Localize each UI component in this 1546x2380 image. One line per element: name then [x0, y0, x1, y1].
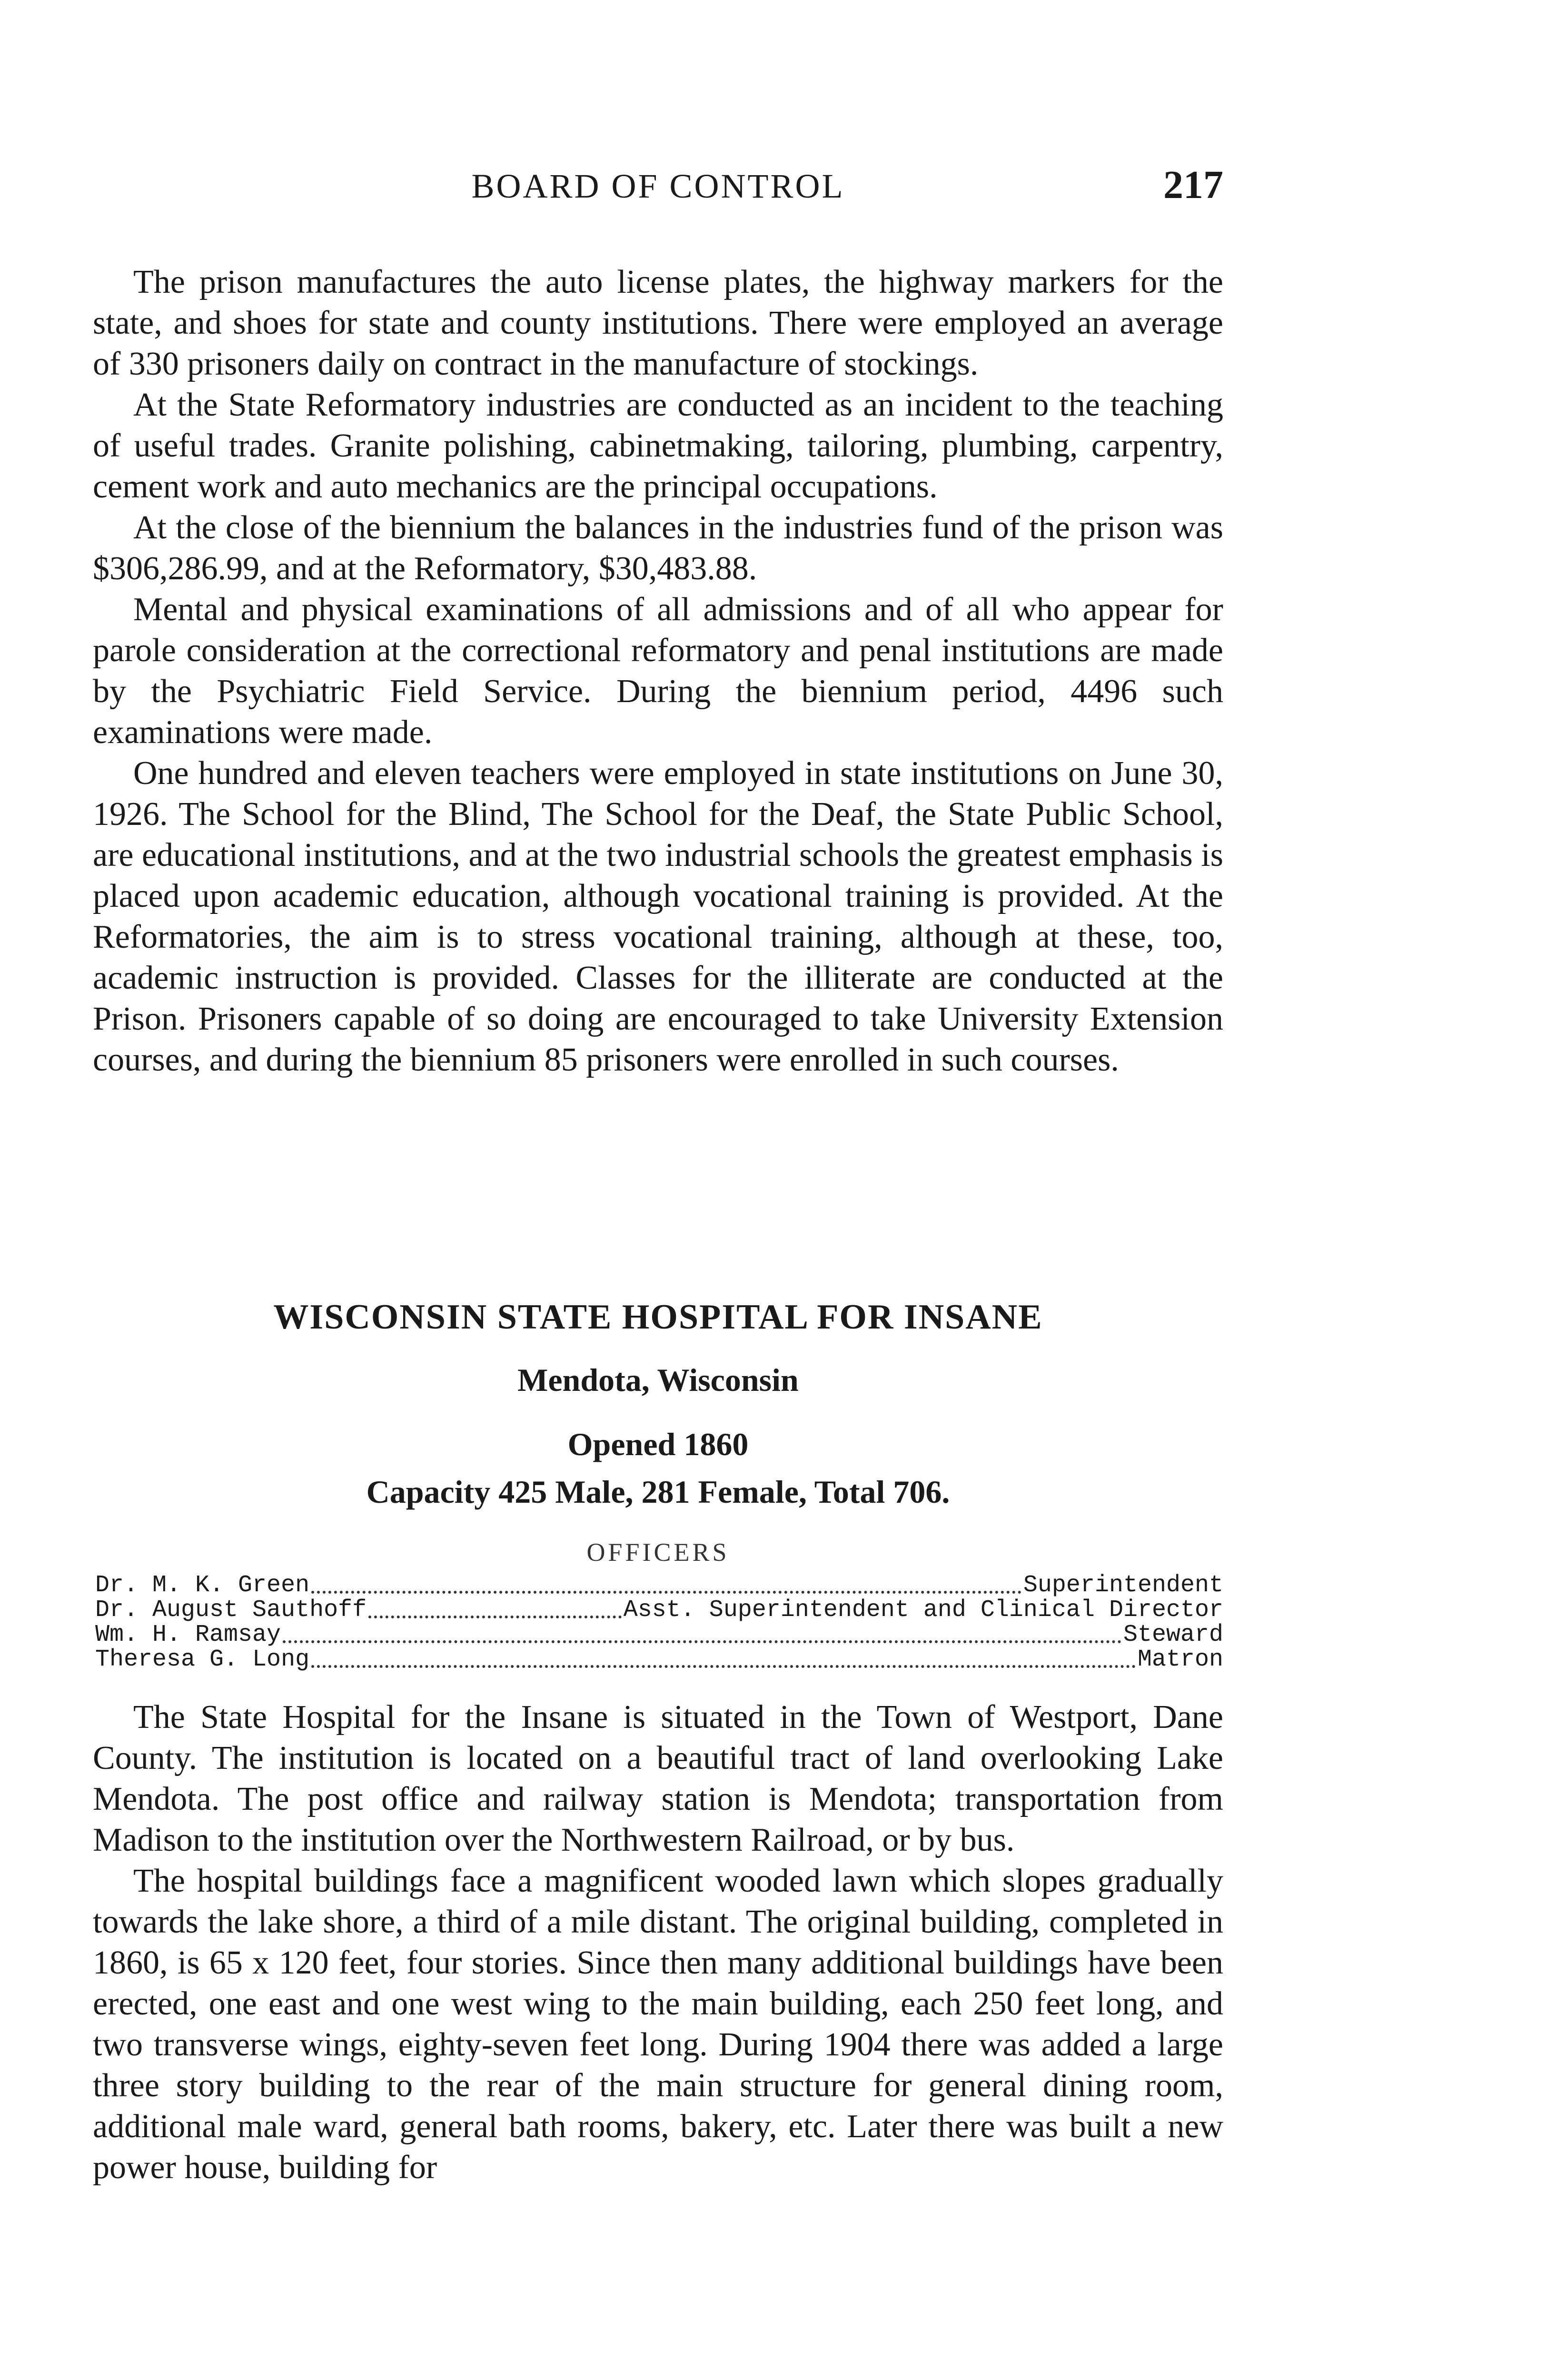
- officer-name: Theresa G. Long: [95, 1646, 310, 1673]
- paragraph: The prison manufactures the auto license plates, the highway markers for the state, and shoes for state and county institutions. There were employed an average of 330 prisoners daily on contract in the manufacture of stockings.: [93, 264, 1223, 382]
- page-number: 217: [1163, 163, 1223, 207]
- officers-heading: OFFICERS: [586, 1538, 730, 1567]
- hospital-description-section: [93, 1697, 1223, 2188]
- officer-name: Dr. August Sauthoff: [95, 1597, 367, 1624]
- dot-leader: [311, 1591, 1021, 1594]
- paragraph: The State Hospital for the Insane is situated in the Town of Westport, Dane County. The institution is located on a beautiful tract of land overlooking Lake Mendota. The post office and railway station is Mendota; transportation from Madison to the institution over the Northwestern Railroad, or by bus.: [93, 1699, 1223, 1858]
- officer-title: Superintendent: [1023, 1572, 1223, 1599]
- dot-leader: [283, 1640, 1121, 1643]
- officer-row: [95, 1623, 1223, 1647]
- prison-industries-section: [93, 262, 1223, 1081]
- officers-list: [95, 1573, 1223, 1672]
- paragraph: Mental and physical examinations of all admissions and of all who appear for parole consideration at the correctional reformatory and penal institutions are made by the Psychiatric Field Service. During the biennium period, 4496 such examinations were made.: [93, 591, 1223, 751]
- institution-capacity: Capacity 425 Male, 281 Female, Total 706.: [366, 1474, 950, 1510]
- paragraph: At the State Reformatory industries are conducted as an incident to the teaching of useful trades. Granite polishing, cabinetmaking, tailoring, plumbing, carpentry, cement work and auto mechanics are the principal occupations.: [93, 387, 1223, 505]
- page-header: [93, 162, 1223, 219]
- officer-name: Wm. H. Ramsay: [95, 1621, 281, 1648]
- dot-leader: [368, 1616, 622, 1618]
- officer-name: Dr. M. K. Green: [95, 1572, 310, 1599]
- institution-location: Mendota, Wisconsin: [517, 1362, 799, 1398]
- officer-row: [95, 1573, 1223, 1598]
- institution-opened: Opened 1860: [567, 1426, 749, 1462]
- officer-row: [95, 1598, 1223, 1623]
- running-head: BOARD OF CONTROL: [471, 167, 845, 205]
- officer-title: Asst. Superintendent and Clinical Director: [623, 1597, 1223, 1624]
- officer-title: Matron: [1137, 1646, 1223, 1673]
- paragraph: The hospital buildings face a magnificent wooded lawn which slopes gradually towards the lake shore, a third of a mile distant. The original building, completed in 1860, is 65 x 120 feet, four stories. Since then many additional buildings have been erected, one east and one west wing to the main building, each 250 feet long, and two transverse wings, eighty-seven feet long. During 1904 there was added a large three story building to the rear of the main structure for general dining room, additional male ward, general bath rooms, bakery, etc. Later there was built a new power house, building for: [93, 1863, 1223, 2186]
- dot-leader: [311, 1665, 1136, 1668]
- officer-title: Steward: [1123, 1621, 1223, 1648]
- institution-title: WISCONSIN STATE HOSPITAL FOR INSANE: [273, 1298, 1043, 1337]
- officer-row: [95, 1647, 1223, 1672]
- paragraph: One hundred and eleven teachers were employed in state institutions on June 30, 1926. The School for the Blind, The School for the Deaf, the State Public School, are educational institutions, and at the two industrial schools the greatest emphasis is placed upon academic education, although vocational training is provided. At the Reformatories, the aim is to stress vocational training, although at these, too, academic instruction is provided. Classes for the illiterate are conducted at the Prison. Prisoners capable of so doing are encouraged to take University Extension courses, and during the biennium 85 prisoners were enrolled in such courses.: [93, 755, 1223, 1078]
- paragraph: At the close of the biennium the balances in the industries fund of the prison was $306,286.99, and at the Reformatory, $30,483.88.: [93, 509, 1223, 587]
